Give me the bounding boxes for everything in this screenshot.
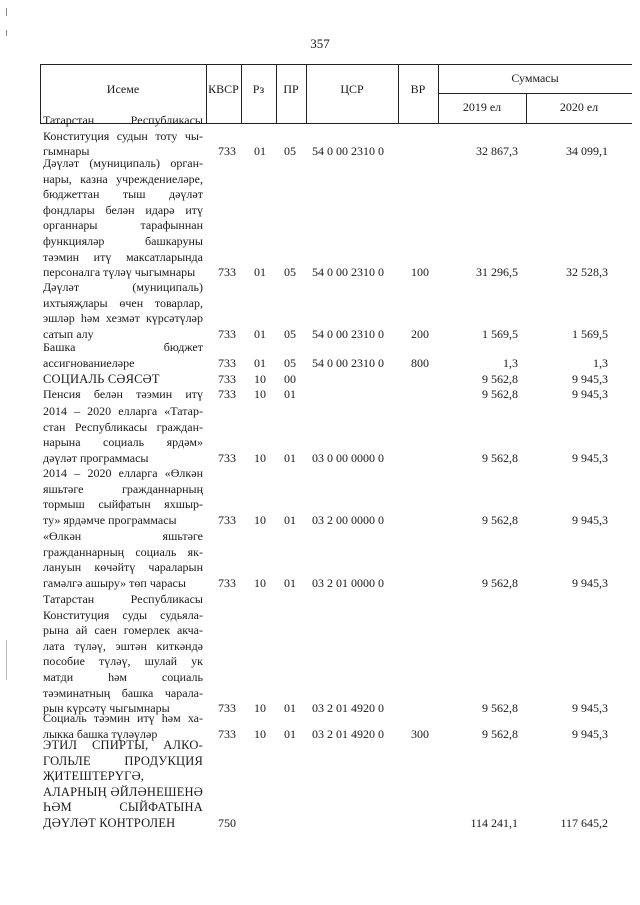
kvsr-cell: 733 — [218, 326, 236, 341]
kvsr-cell: 733 — [218, 701, 236, 716]
row-name — [43, 387, 203, 403]
row-name — [43, 404, 203, 466]
row-name — [43, 340, 203, 371]
kvsr-cell: 733 — [218, 387, 236, 401]
row-name-line: гамәлгә ашыру» төп чарасы — [43, 575, 186, 590]
header-kvsr: КВСР — [208, 82, 239, 96]
row-name — [43, 529, 203, 591]
row-name-line: персоналга түләү чыгымнары — [43, 265, 196, 280]
row-name-line: лыкка башка түләүләр — [43, 726, 158, 741]
sum-2019-cell: 1,3 — [503, 355, 518, 370]
row-name-line: Татарстан Республикасы — [43, 113, 203, 127]
header-vr: ВР — [410, 82, 426, 96]
pr-cell: 01 — [284, 387, 296, 401]
page-edge-mark-top — [6, 8, 7, 16]
row-name-line: ЭТИЛ СПИРТЫ, АЛКО- — [43, 738, 203, 752]
row-name-line: сатып алу — [43, 326, 94, 341]
pr-cell: 05 — [284, 355, 296, 370]
header-rz: Рз — [252, 82, 265, 96]
row-name — [43, 113, 203, 160]
row-name-line: «Өлкән яшьтәге — [43, 529, 203, 543]
sum-2019-cell: 1 569,5 — [482, 326, 518, 341]
rz-cell: 10 — [254, 450, 266, 465]
row-name-line: матди һәм социаль — [43, 669, 203, 684]
row-name-line: рына ай саен гомерлек акча- — [43, 623, 203, 638]
row-name-line: бюджеттан тыш дәүләт — [43, 187, 203, 202]
kvsr-cell: 733 — [218, 265, 236, 280]
rz-cell: 10 — [254, 387, 266, 401]
header-year-2019: 2019 ел — [462, 100, 502, 114]
rz-cell: 10 — [254, 575, 266, 590]
row-name-line: Татарстан Республикасы — [43, 592, 203, 606]
rz-cell: 10 — [254, 726, 266, 741]
sum-2019-cell: 9 562,8 — [482, 372, 518, 386]
row-name-line: эшләр һәм хезмәт күрсәтүләр — [43, 311, 203, 326]
sum-2019-cell: 31 296,5 — [476, 265, 518, 280]
rz-cell: 01 — [254, 355, 266, 370]
header-sums: Суммасы — [511, 71, 559, 85]
pr-cell: 05 — [284, 144, 296, 159]
header-pr: ПР — [283, 82, 299, 96]
row-name-line: ҖИТЕШТЕРҮГӘ, — [43, 769, 145, 784]
pr-cell: 00 — [284, 372, 296, 386]
csr-cell: 03 0 00 0000 0 — [312, 450, 384, 465]
row-name-line: Пенсия белән тәэмин итү — [43, 387, 203, 401]
row-name-line: рын күрсәтү чыгымнары — [43, 701, 170, 716]
row-name-line: стан Республикасы граждан- — [43, 419, 203, 434]
csr-cell: 54 0 00 2310 0 — [312, 355, 384, 370]
rz-cell: 10 — [254, 372, 266, 386]
rz-cell: 01 — [254, 265, 266, 280]
row-name — [43, 738, 203, 832]
row-name-line: гражданнарның социаль як- — [43, 544, 203, 559]
sum-2020-cell: 9 945,3 — [572, 726, 608, 741]
vr-cell: 200 — [411, 326, 429, 341]
row-name-line: ҺӘМ СЫЙФАТЫНА — [43, 800, 203, 815]
page-edge-mark — [6, 640, 7, 680]
row-name-line: фондлары белән идарә итү — [43, 202, 203, 217]
sum-2020-cell: 9 945,3 — [572, 701, 608, 716]
sum-2019-cell: 114 241,1 — [470, 816, 518, 830]
sum-2020-cell: 1,3 — [593, 355, 608, 370]
row-name-line: ту» ярдәмче программасы — [43, 512, 177, 527]
row-name-line: Башка бюджет — [43, 340, 203, 354]
page-number: 357 — [310, 36, 330, 51]
sum-2020-cell: 1 569,5 — [572, 326, 608, 341]
rz-cell: 10 — [254, 701, 266, 716]
row-name-line: АЛАРНЫҢ ӘЙЛӘНЕШЕНӘ — [43, 784, 203, 799]
row-name-line: гымнары — [43, 144, 90, 159]
row-name-line: тәэминатның башка чарала- — [43, 685, 203, 700]
row-name-line: Дәүләт (муниципаль) орган- — [43, 156, 203, 170]
vr-cell: 300 — [411, 726, 429, 741]
row-name-line: Социаль тәэмин итү һәм ха- — [43, 711, 203, 725]
sum-2019-cell: 9 562,8 — [482, 575, 518, 590]
sum-2020-cell: 9 945,3 — [572, 450, 608, 465]
csr-cell: 03 2 01 0000 0 — [312, 575, 384, 590]
sum-2019-cell: 9 562,8 — [482, 512, 518, 527]
row-name-line: тәэмин итү максатларында — [43, 249, 203, 264]
header-year-2020: 2020 ел — [559, 100, 599, 114]
row-name-line: ДӘҮЛӘТ КОНТРОЛЕН — [43, 815, 176, 830]
row-name-line: Конституция судын тоту чы- — [43, 128, 203, 143]
sum-2019-cell: 32 867,3 — [476, 144, 518, 159]
kvsr-cell: 733 — [218, 450, 236, 465]
header-name: Исеме — [106, 82, 140, 96]
rz-cell: 01 — [254, 326, 266, 341]
kvsr-cell: 733 — [218, 575, 236, 590]
row-name-line: 2014 – 2020 елларга «Татар- — [43, 404, 203, 418]
sum-2020-cell: 9 945,3 — [572, 512, 608, 527]
row-name-line: яшьтәге гражданнарның — [43, 481, 203, 496]
row-name — [43, 372, 203, 388]
row-name-line: ассигнованиеләре — [43, 355, 135, 370]
pr-cell: 01 — [284, 726, 296, 741]
sum-2020-cell: 9 945,3 — [572, 387, 608, 401]
pr-cell: 05 — [284, 326, 296, 341]
kvsr-cell: 733 — [218, 372, 236, 386]
rz-cell: 01 — [254, 144, 266, 159]
sum-2020-cell: 34 099,1 — [566, 144, 608, 159]
csr-cell: 54 0 00 2310 0 — [312, 265, 384, 280]
pr-cell: 05 — [284, 265, 296, 280]
row-name-line: нары, казна учреждениеләре, — [43, 171, 203, 186]
pr-cell: 01 — [284, 450, 296, 465]
row-name — [43, 156, 203, 281]
row-name-line: пособие түләү, шулай ук — [43, 654, 203, 669]
sum-2019-cell: 9 562,8 — [482, 701, 518, 716]
row-name — [43, 592, 203, 717]
rz-cell: 10 — [254, 512, 266, 527]
row-name-line: 2014 – 2020 елларга «Өлкән — [43, 466, 203, 480]
sum-2019-cell: 9 562,8 — [482, 450, 518, 465]
csr-cell: 03 2 00 0000 0 — [312, 512, 384, 527]
csr-cell: 54 0 00 2310 0 — [312, 326, 384, 341]
csr-cell: 03 2 01 4920 0 — [312, 701, 384, 716]
row-name-line: функцияләр башкаруны — [43, 233, 203, 248]
row-name-line: Дәүләт (муниципаль) — [43, 280, 203, 294]
sum-2020-cell: 32 528,3 — [566, 265, 608, 280]
kvsr-cell: 750 — [218, 816, 236, 830]
row-name — [43, 280, 203, 342]
row-name-line: лануын көчәйтү чараларын — [43, 560, 203, 575]
row-name-line: ГОЛЬЛЕ ПРОДУКЦИЯ — [43, 753, 203, 768]
vr-cell: 800 — [411, 355, 429, 370]
sum-2020-cell: 9 945,3 — [572, 372, 608, 386]
row-name-line: Конституция суды судьяла- — [43, 607, 203, 622]
row-name-line: органнары тарафыннан — [43, 218, 203, 233]
row-name — [43, 466, 203, 528]
kvsr-cell: 733 — [218, 355, 236, 370]
row-name-line: нарына социаль ярдәм» — [43, 435, 203, 450]
kvsr-cell: 733 — [218, 512, 236, 527]
kvsr-cell: 733 — [218, 144, 236, 159]
csr-cell: 54 0 00 2310 0 — [312, 144, 384, 159]
sum-2020-cell: 9 945,3 — [572, 575, 608, 590]
pr-cell: 01 — [284, 701, 296, 716]
pr-cell: 01 — [284, 575, 296, 590]
row-name-line: дәүләт программасы — [43, 450, 149, 465]
vr-cell: 100 — [411, 265, 429, 280]
row-name-line: СОЦИАЛЬ СӘЯСӘТ — [43, 372, 160, 386]
sum-2020-cell: 117 645,2 — [560, 816, 608, 830]
sum-2019-cell: 9 562,8 — [482, 387, 518, 401]
pr-cell: 01 — [284, 512, 296, 527]
row-name-line: тормыш сыйфатын яхшыр- — [43, 497, 203, 512]
row-name-line: лата түләү, эштән киткәндә — [43, 638, 203, 653]
header-csr: ЦСР — [340, 82, 364, 96]
csr-cell: 03 2 01 4920 0 — [312, 726, 384, 741]
row-name-line: ихтыяҗлары өчен товарлар, — [43, 295, 203, 310]
sum-2019-cell: 9 562,8 — [482, 726, 518, 741]
kvsr-cell: 733 — [218, 726, 236, 741]
